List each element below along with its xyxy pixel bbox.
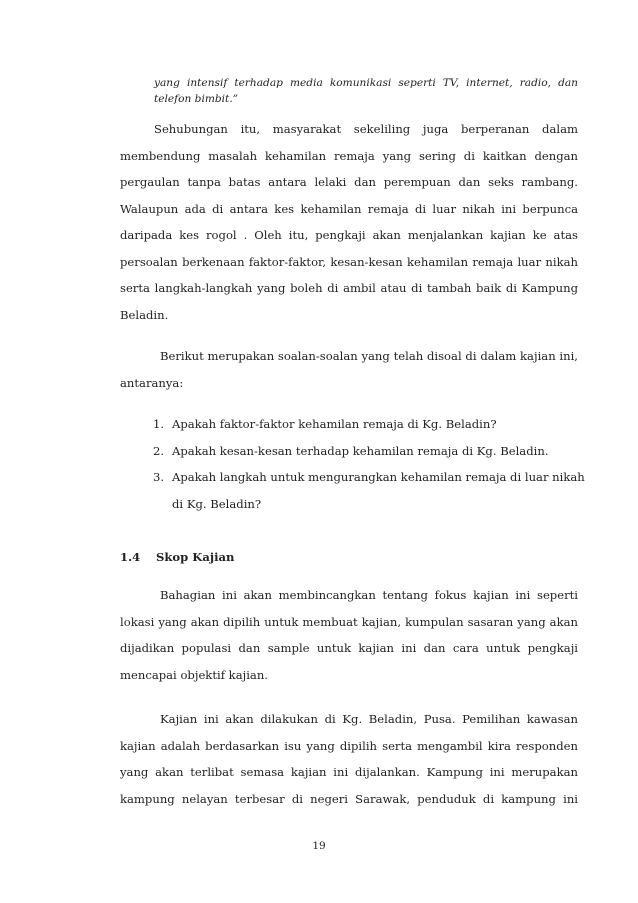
- list-item: [153, 411, 579, 438]
- list-text: Apakah kesan-kesan terhadap kehamilan remaja di Kg. Beladin.: [172, 443, 549, 458]
- section-title: Skop Kajian: [156, 550, 235, 564]
- paragraph-lokasi: [120, 706, 578, 812]
- list-text: di Kg. Beladin?: [172, 496, 262, 511]
- paragraph-line: Sehubungan itu, masyarakat sekeliling juga berperanan dalam: [154, 122, 578, 136]
- paragraph-line: mencapai objektif kajian.: [120, 667, 268, 682]
- paragraph-line: Berikut merupakan soalan-soalan yang telah disoal di dalam kajian ini,: [160, 349, 578, 363]
- list-text: Apakah langkah untuk mengurangkan kehamilan remaja di luar nikah: [172, 470, 585, 484]
- paragraph-line: yang akan terlibat semasa kajian ini dijalankan. Kampung ini merupakan: [120, 765, 578, 779]
- list-number: 1.: [153, 417, 165, 431]
- list-text: Apakah faktor-faktor kehamilan remaja di Kg. Beladin?: [172, 417, 497, 431]
- paragraph-soalan: [120, 343, 578, 396]
- paragraph-skop: [120, 582, 578, 688]
- paragraph-line: dijadikan populasi dan sample untuk kajian ini dan cara untuk pengkaji: [120, 641, 578, 655]
- list-item: [153, 464, 585, 491]
- list-number: 3.: [153, 470, 165, 484]
- quote-line: telefon bimbit.”: [154, 93, 239, 105]
- paragraph-line: kampung nelayan terbesar di negeri Sarawak, penduduk di kampung ini: [120, 791, 578, 806]
- page-number: 19: [312, 840, 326, 852]
- section-number: 1.4: [120, 550, 141, 564]
- paragraph-line: Beladin.: [120, 307, 169, 322]
- paragraph-line: pergaulan tanpa batas antara lelaki dan perempuan dan seks rambang.: [120, 175, 578, 189]
- paragraph-line: antaranya:: [120, 375, 184, 390]
- paragraph-line: kajian adalah berdasarkan isu yang dipilih serta mengambil kira responden: [120, 738, 578, 753]
- paragraph-line: daripada kes rogol . Oleh itu, pengkaji akan menjalankan kajian ke atas: [120, 228, 578, 242]
- question-list: [153, 411, 585, 517]
- section-heading: [120, 550, 234, 564]
- quote-line: yang intensif terhadap media komunikasi seperti TV, internet, radio, dan: [154, 77, 578, 89]
- paragraph-line: Walaupun ada di antara kes kehamilan remaja di luar nikah ini berpunca: [120, 201, 578, 216]
- paragraph-line: lokasi yang akan dipilih untuk membuat kajian, kumpulan sasaran yang akan: [120, 614, 578, 629]
- paragraph-masyarakat: [120, 116, 578, 328]
- paragraph-line: Kajian ini akan dilakukan di Kg. Beladin, Pusa. Pemilihan kawasan: [160, 712, 578, 726]
- paragraph-line: serta langkah-langkah yang boleh di ambil atau di tambah baik di Kampung: [120, 281, 578, 295]
- list-item: [153, 438, 579, 465]
- list-item-continuation: [153, 491, 579, 518]
- paragraph-line: Bahagian ini akan membincangkan tentang fokus kajian ini seperti: [160, 588, 578, 602]
- block-quote: [154, 75, 578, 107]
- list-number: 2.: [153, 443, 165, 458]
- paragraph-line: membendung masalah kehamilan remaja yang sering di kaitkan dengan: [120, 148, 578, 163]
- paragraph-line: persoalan berkenaan faktor-faktor, kesan-kesan kehamilan remaja luar nikah: [120, 254, 578, 269]
